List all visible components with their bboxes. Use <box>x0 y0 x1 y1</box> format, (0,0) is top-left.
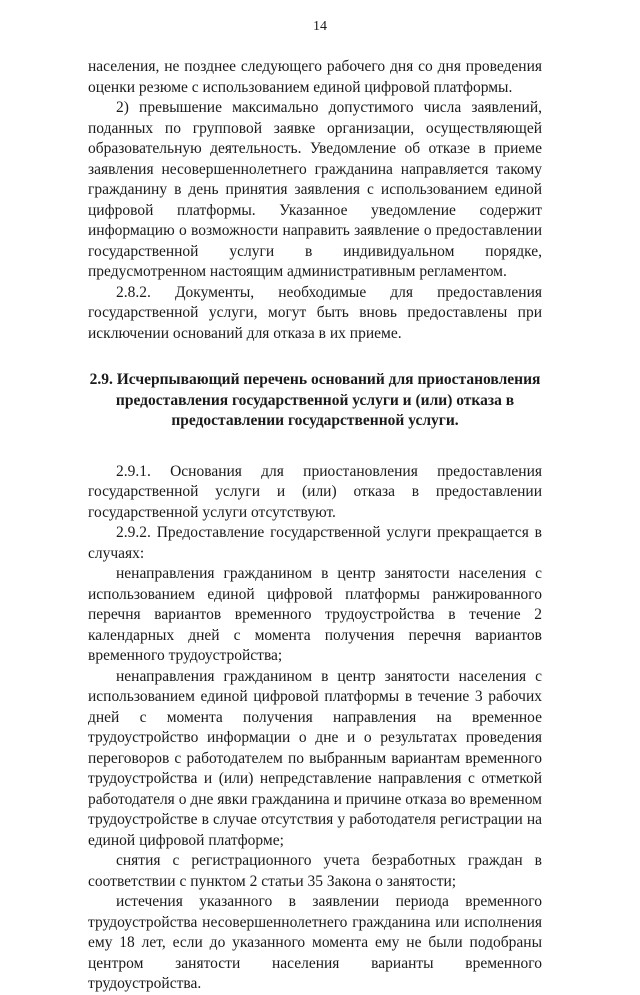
list-item-deregistration: снятия с регистрационного учета безработных граждан в соответствии с пунктом 2 статьи 35 Закона о занятости; <box>88 852 542 890</box>
list-item-ranked-list: ненаправления гражданином в центр занятости населения с использованием единой цифровой платформы ранжированного перечня вариантов временного трудоустройства в течение 2 календарных дней с момента получения перечня вариантов временного трудоустройства; <box>88 565 542 664</box>
section-heading-2-9: 2.9. Исчерпывающий перечень оснований для приостановления предоставления государственной услуги и (или) отказа в предоставлении государственной услуги. <box>89 371 541 429</box>
paragraph-item-2: 2) превышение максимально допустимого числа заявлений, поданных по групповой заявке организации, осуществляющей образовательную деятельность. Уведомление об отказе в приеме заявления несовершеннолетнего гражданина направляется такому гражданину в день принятия заявления с использованием единой цифровой платформы. Указанное уведомление содержит информацию о возможности направить заявление о предоставлении государственной услуги в индивидуальном порядке, предусмотренном настоящим административным регламентом. <box>88 99 542 280</box>
paragraph-2-9-1: 2.9.1. Основания для приостановления предоставления государственной услуги и (или) отказа в предоставлении государственной услуги отсутствуют. <box>88 462 542 521</box>
list-item-period-expiry: истечения указанного в заявлении периода временного трудоустройства несовершеннолетнего гражданина или исполнения ему 18 лет, если до указанного момента ему не были подобраны центром занятости населения варианты временного трудоустройства. <box>88 893 542 992</box>
page-number: 14 <box>313 19 327 34</box>
list-item-negotiation-info: ненаправления гражданином в центр занятости населения с использованием единой цифровой платформы в течение 3 рабочих дней с момента получения направления на временное трудоустройство информации о дне и о результатах проведения переговоров с работодателем по выбранным вариантам временного трудоустройства и (или) непредставление направления с отметкой работодателя о дне явки гражданина и причине отказа во временном трудоустройстве в случае отсутствия у работодателя регистрации на единой цифровой платформе; <box>88 667 542 849</box>
document-body <box>88 57 542 995</box>
paragraph-continuation: населения, не позднее следующего рабочего дня со дня проведения оценки резюме с использованием единой цифровой платформы. <box>88 58 542 96</box>
paragraph-2-8-2: 2.8.2. Документы, необходимые для предоставления государственной услуги, могут быть вновь предоставлены при исключении оснований для отказа в их приеме. <box>88 283 542 342</box>
paragraph-2-9-2: 2.9.2. Предоставление государственной услуги прекращается в случаях: <box>88 524 542 562</box>
